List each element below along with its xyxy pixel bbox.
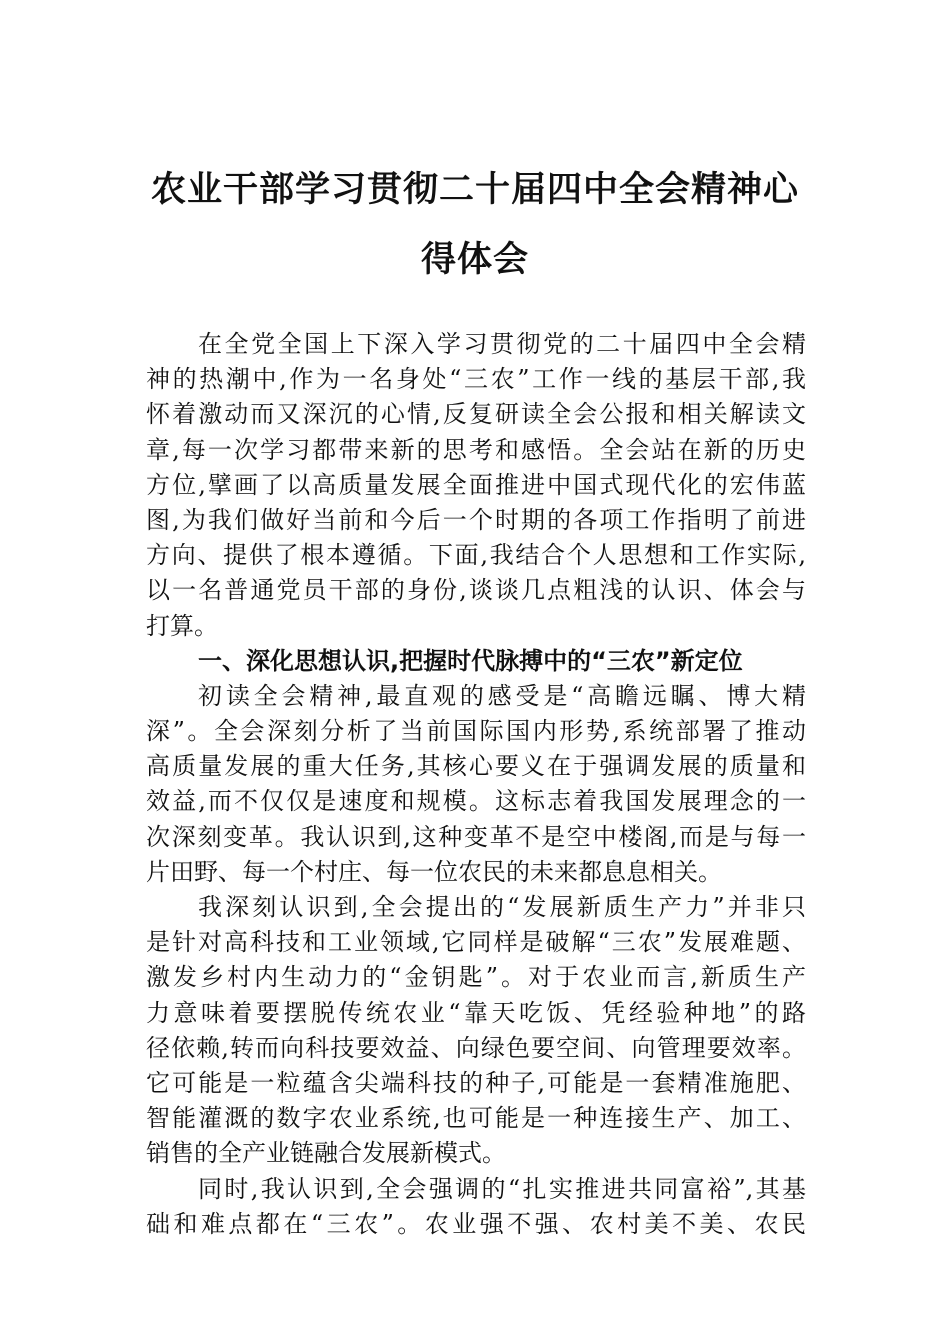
text-line: 图,为我们做好当前和今后一个时期的各项工作指明了前进 <box>146 505 806 534</box>
document-title-line-2: 得体会 <box>420 239 529 280</box>
text-line: 它可能是一粒蕴含尖端科技的种子,可能是一套精准施肥、 <box>146 1068 806 1097</box>
text-line: 高质量发展的重大任务,其核心要义在于强调发展的质量和 <box>146 752 806 781</box>
text-line: 次深刻变革。我认识到,这种变革不是空中楼阁,而是与每一 <box>146 822 806 851</box>
text-line: 初读全会精神,最直观的感受是“高瞻远瞩、博大精 <box>198 681 806 710</box>
text-line: 是针对高科技和工业领域,它同样是破解“三农”发展难题、 <box>146 928 806 957</box>
text-line: 径依赖,转而向科技要效益、向绿色要空间、向管理要效率。 <box>146 1033 806 1062</box>
text-line: 打算。 <box>146 611 218 640</box>
text-line: 章,每一次学习都带来新的思考和感悟。全会站在新的历史 <box>146 435 806 464</box>
text-line: 怀着激动而又深沉的心情,反复研读全会公报和相关解读文 <box>146 400 806 429</box>
text-line: 我深刻认识到,全会提出的“发展新质生产力”并非只 <box>198 893 806 921</box>
text-line: 同时,我认识到,全会强调的“扎实推进共同富裕”,其基 <box>198 1174 806 1203</box>
text-line: 智能灌溉的数字农业系统,也可能是一种连接生产、加工、 <box>146 1104 806 1133</box>
text-line: 激发乡村内生动力的“金钥匙”。对于农业而言,新质生产 <box>146 963 806 992</box>
text-line: 销售的全产业链融合发展新模式。 <box>146 1139 506 1168</box>
paragraph <box>146 679 806 890</box>
text-line: 片田野、每一个村庄、每一位农民的未来都息息相关。 <box>146 857 722 886</box>
text-line: 在全党全国上下深入学习贯彻党的二十届四中全会精 <box>198 330 806 358</box>
text-line: 方位,擘画了以高质量发展全面推进中国式现代化的宏伟蓝 <box>146 470 806 499</box>
text-line: 力意味着要摆脱传统农业“靠天吃饭、凭经验种地”的路 <box>146 998 806 1027</box>
text-line: 础和难点都在“三农”。农业强不强、农村美不美、农民 <box>146 1209 806 1238</box>
paragraph <box>146 890 806 1172</box>
text-line: 效益,而不仅仅是速度和规模。这标志着我国发展理念的一 <box>146 787 806 816</box>
text-line: 以一名普通党员干部的身份,谈谈几点粗浅的认识、体会与 <box>146 576 806 605</box>
text-line: 一、深化思想认识,把握时代脉搏中的“三农”新定位 <box>198 646 743 675</box>
text-line: 深”。全会深刻分析了当前国际国内形势,系统部署了推动 <box>146 717 806 746</box>
text-line: 神的热潮中,作为一名身处“三农”工作一线的基层干部,我 <box>146 365 806 394</box>
document-title-line-1: 农业干部学习贯彻二十届四中全会精神心 <box>150 169 799 210</box>
document-body <box>146 327 806 1242</box>
paragraph <box>146 327 806 644</box>
section-heading <box>146 644 806 679</box>
text-line: 方向、提供了根本遵循。下面,我结合个人思想和工作实际, <box>146 541 806 570</box>
paragraph <box>146 1172 806 1242</box>
